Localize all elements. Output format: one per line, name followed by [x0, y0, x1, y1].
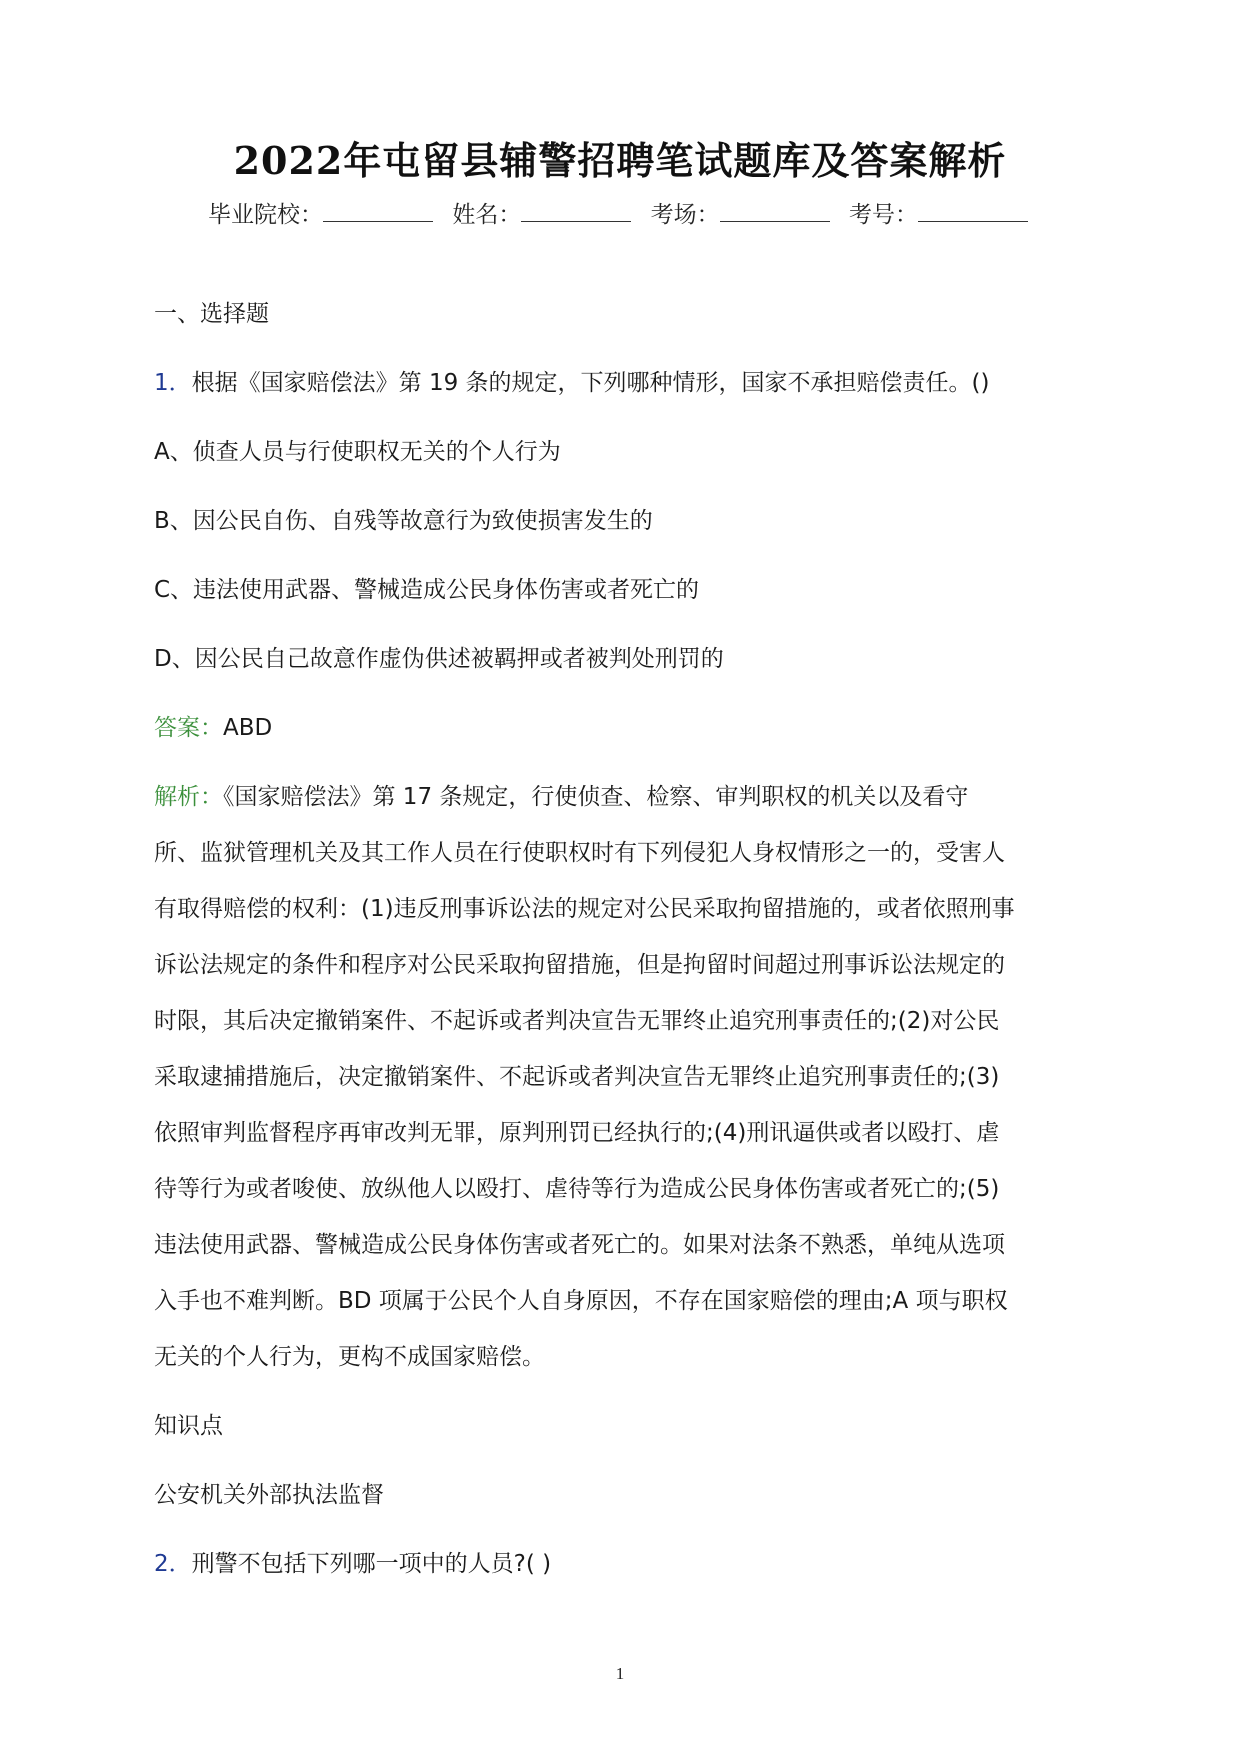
- question-1-answer: [154, 700, 1094, 756]
- question-1: [154, 355, 1094, 411]
- analysis-line: 违法使用武器、警械造成公民身体伤害或者死亡的。如果对法条不熟悉，单纯从选项: [154, 1232, 1005, 1258]
- analysis-line: 解析：《国家赔偿法》第 17 条规定，行使侦查、检察、审判职权的机关以及看守: [154, 784, 969, 810]
- exam-number-blank: [918, 201, 1028, 222]
- page-number: 1: [615, 1664, 625, 1683]
- school-blank: [323, 201, 433, 222]
- exam-room-label: 考场：: [650, 202, 720, 228]
- answer-label: 答案：: [154, 715, 223, 741]
- answer-value: ABD: [223, 715, 273, 741]
- question-1-option-d: D、因公民自己故意作虚伪供述被羁押或者被判处刑罚的: [154, 646, 724, 672]
- question-1-option-c: C、违法使用武器、警械造成公民身体伤害或者死亡的: [154, 577, 700, 603]
- question-2-number: 2．: [154, 1551, 192, 1577]
- school-label: 毕业院校：: [208, 202, 324, 228]
- name-blank: [521, 201, 631, 222]
- document-title: 2022年屯留县辅警招聘笔试题库及答案解析: [233, 138, 1007, 183]
- exam-info-line: [0, 196, 1240, 229]
- analysis-line: 依照审判监督程序再审改判无罪，原判刑罚已经执行的;(4)刑讯逼供或者以殴打、虐: [154, 1120, 1000, 1146]
- analysis-line: 时限，其后决定撤销案件、不起诉或者判决宣告无罪终止追究刑事责任的;(2)对公民: [154, 1008, 1000, 1034]
- exam-number-label: 考号：: [848, 202, 918, 228]
- analysis-line: 入手也不难判断。BD 项属于公民个人自身原因，不存在国家赔偿的理由;A 项与职权: [154, 1288, 1008, 1314]
- analysis-line: 无关的个人行为，更构不成国家赔偿。: [154, 1344, 545, 1370]
- question-1-option-b: B、因公民自伤、自残等故意行为致使损害发生的: [154, 508, 653, 534]
- analysis-line: 有取得赔偿的权利：(1)违反刑事诉讼法的规定对公民采取拘留措施的，或者依照刑事: [154, 896, 1015, 922]
- analysis-line: 所、监狱管理机关及其工作人员在行使职权时有下列侵犯人身权情形之一的，受害人: [154, 840, 1005, 866]
- analysis-label: 解析：: [154, 784, 223, 810]
- analysis-line: 采取逮捕措施后，决定撤销案件、不起诉或者判决宣告无罪终止追究刑事责任的;(3): [154, 1064, 1000, 1090]
- name-label: 姓名：: [452, 202, 522, 228]
- knowledge-point: 公安机关外部执法监督: [154, 1482, 384, 1508]
- question-1-number: 1．: [154, 370, 192, 396]
- analysis-line: 待等行为或者唆使、放纵他人以殴打、虐待等行为造成公民身体伤害或者死亡的;(5): [154, 1176, 1000, 1202]
- question-2-text: 刑警不包括下列哪一项中的人员?( ): [191, 1551, 552, 1577]
- exam-room-blank: [720, 201, 830, 222]
- question-2: [154, 1536, 1094, 1592]
- document-body: [154, 286, 1094, 1605]
- question-1-option-a: A、侦查人员与行使职权无关的个人行为: [154, 439, 561, 465]
- question-1-text: 根据《国家赔偿法》第 19 条的规定，下列哪种情形，国家不承担赔偿责任。(): [191, 370, 990, 396]
- section-heading: 一、选择题: [154, 301, 269, 327]
- analysis-line: 诉讼法规定的条件和程序对公民采取拘留措施，但是拘留时间超过刑事诉讼法规定的: [154, 952, 1005, 978]
- question-1-analysis: [154, 769, 1094, 1385]
- knowledge-label: 知识点: [154, 1413, 223, 1439]
